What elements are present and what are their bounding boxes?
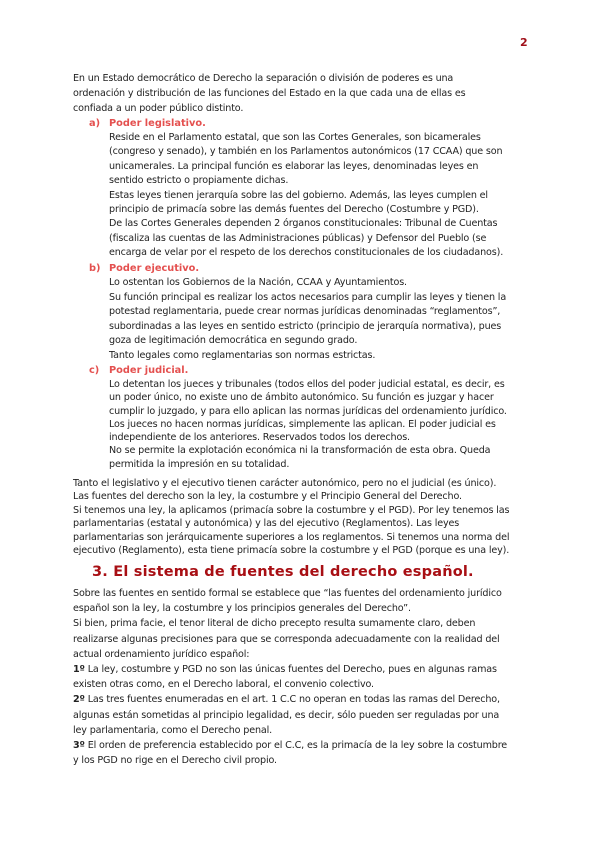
- text-line: parlamentarias son jerárquicamente superiores a los reglamentos. Si tenemos una norma del: [73, 531, 510, 543]
- text-line: Reside en el Parlamento estatal, que son las Cortes Generales, son bicamerales: [109, 132, 481, 143]
- section-heading-judicial: [89, 365, 188, 377]
- text-line: principio de primacía sobre las demás fuentes del Derecho (Costumbre y PGD).: [109, 203, 479, 215]
- point-number: 3º: [73, 739, 85, 751]
- text-line: potestad reglamentaria, puede crear normas jurídicas denominadas “reglamentos”,: [109, 306, 501, 317]
- section-body-judicial: [109, 378, 507, 471]
- text-line: En un Estado democrático de Derecho la separación o división de poderes es una: [73, 73, 454, 84]
- list-marker: c): [89, 365, 100, 376]
- summary-paragraph: [73, 477, 509, 557]
- text-line: El orden de preferencia establecido por el C.C, es la primacía de la ley sobre la costumbre: [84, 739, 508, 751]
- text-line: español son la ley, la costumbre y los principios generales del Derecho”.: [73, 603, 411, 615]
- section-title: Poder legislativo.: [109, 118, 206, 129]
- text-line: y los PGD no rige en el Derecho civil propio.: [73, 755, 277, 767]
- section-title: Poder judicial.: [109, 365, 189, 376]
- section-3-heading: 3. El sistema de fuentes del derecho español.: [92, 564, 474, 580]
- text-line: goza de legitimación democrática en segundo grado.: [109, 335, 358, 346]
- text-line: parlamentarias (estatal y autonómica) y las del ejecutivo (Reglamentos). Las leyes: [73, 518, 460, 530]
- text-line: ordenación y distribución de las funciones del Estado en la que cada una de ellas es: [73, 88, 466, 100]
- list-marker: a): [89, 118, 101, 129]
- text-line: un poder único, no existe uno de ámbito autonómico. Su función es juzgar y hacer: [109, 392, 494, 404]
- text-line: algunas están sometidas al principio legalidad, es decir, sólo pueden ser reguladas por una: [73, 709, 500, 721]
- point-3: [73, 738, 507, 753]
- text-line: Tanto legales como reglamentarias son normas estrictas.: [109, 349, 376, 361]
- point-number: 1º: [73, 663, 85, 675]
- section-body-ejecutivo: [109, 276, 506, 363]
- text-line: unicamerales. La principal función es elaborar las leyes, denominadas leyes en: [109, 160, 479, 172]
- point-1: [73, 662, 507, 677]
- text-line: realizarse algunas precisiones para que se corresponda adecuadamente con la realidad del: [73, 633, 500, 645]
- text-line: Si tenemos una ley, la aplicamos (primacía sobre la costumbre y el PGD). Por ley tenemos las: [73, 504, 510, 516]
- section-heading-legislativo: [89, 118, 206, 130]
- text-line: actual ordenamiento jurídico español:: [73, 648, 250, 660]
- text-line: De las Cortes Generales dependen 2 órganos constitucionales: Tribunal de Cuentas: [109, 218, 498, 230]
- text-line: Las tres fuentes enumeradas en el art. 1 C.C no operan en todas las ramas del Derecho,: [84, 694, 500, 706]
- point-number: 2º: [73, 694, 85, 706]
- text-line: sentido estricto o propiamente dichas.: [109, 175, 289, 187]
- text-line: Su función principal es realizar los actos necesarios para cumplir las leyes y tienen la: [109, 291, 507, 303]
- text-line: Las fuentes del derecho son la ley, la costumbre y el Principio General del Derecho.: [73, 491, 462, 503]
- text-line: encarga de velar por el respeto de los derechos constitucionales de los ciudadanos).: [109, 247, 504, 259]
- text-line: Lo ostentan los Gobiernos de la Nación, CCAA y Ayuntamientos.: [109, 277, 407, 288]
- text-line: Estas leyes tienen jerarquía sobre las del gobierno. Además, las leyes cumplen el: [109, 189, 488, 201]
- section-body-legislativo: [109, 131, 503, 261]
- text-line: La ley, costumbre y PGD no son las únicas fuentes del Derecho, pues en algunas ramas: [84, 663, 497, 675]
- text-line: subordinadas a las leyes en sentido estricto (principio de jerarquía normativa), pues: [109, 320, 502, 332]
- text-line: cumplir lo juzgado, y para ello aplican las normas jurídicas del ordenamiento jurídico.: [109, 405, 507, 417]
- text-line: (fiscaliza las cuentas de las Administraciones públicas) y Defensor del Pueblo (se: [109, 232, 487, 244]
- text-line: No se permite la explotación económica ni la transformación de esta obra. Queda: [109, 445, 491, 457]
- list-marker: b): [89, 263, 101, 274]
- text-line: permitida la impresión en su totalidad.: [109, 458, 290, 470]
- body-paragraph: [73, 586, 507, 768]
- page-number: 2: [520, 36, 528, 49]
- text-line: ejecutivo (Reglamento), esta tiene primacía sobre la costumbre y el PGD (porque es una ley).: [73, 544, 510, 556]
- text-line: Tanto el legislativo y el ejecutivo tienen carácter autonómico, pero no el judicial (es único).: [73, 478, 497, 489]
- text-line: confiada a un poder público distinto.: [73, 103, 244, 115]
- text-line: existen otras como, en el Derecho laboral, el convenio colectivo.: [73, 679, 374, 691]
- section-heading-ejecutivo: [89, 263, 199, 275]
- text-line: Sobre las fuentes en sentido formal se establece que “las fuentes del ordenamiento jurídico: [73, 588, 502, 599]
- intro-paragraph: [73, 71, 465, 117]
- text-line: Si bien, prima facie, el tenor literal de dicho precepto resulta sumamente claro, deben: [73, 618, 476, 630]
- text-line: Lo detentan los jueces y tribunales (todos ellos del poder judicial estatal, es decir, es: [109, 379, 505, 390]
- text-line: independiente de los anteriores. Reservados todos los derechos.: [109, 432, 410, 444]
- point-2: [73, 692, 507, 707]
- text-line: ley parlamentaria, como el Derecho penal.: [73, 724, 273, 736]
- section-title: Poder ejecutivo.: [109, 263, 200, 274]
- text-line: (congreso y senado), y también en los Parlamentos autonómicos (17 CCAA) que son: [109, 146, 503, 158]
- text-line: Los jueces no hacen normas jurídicas, simplemente las aplican. El poder judicial es: [109, 418, 496, 430]
